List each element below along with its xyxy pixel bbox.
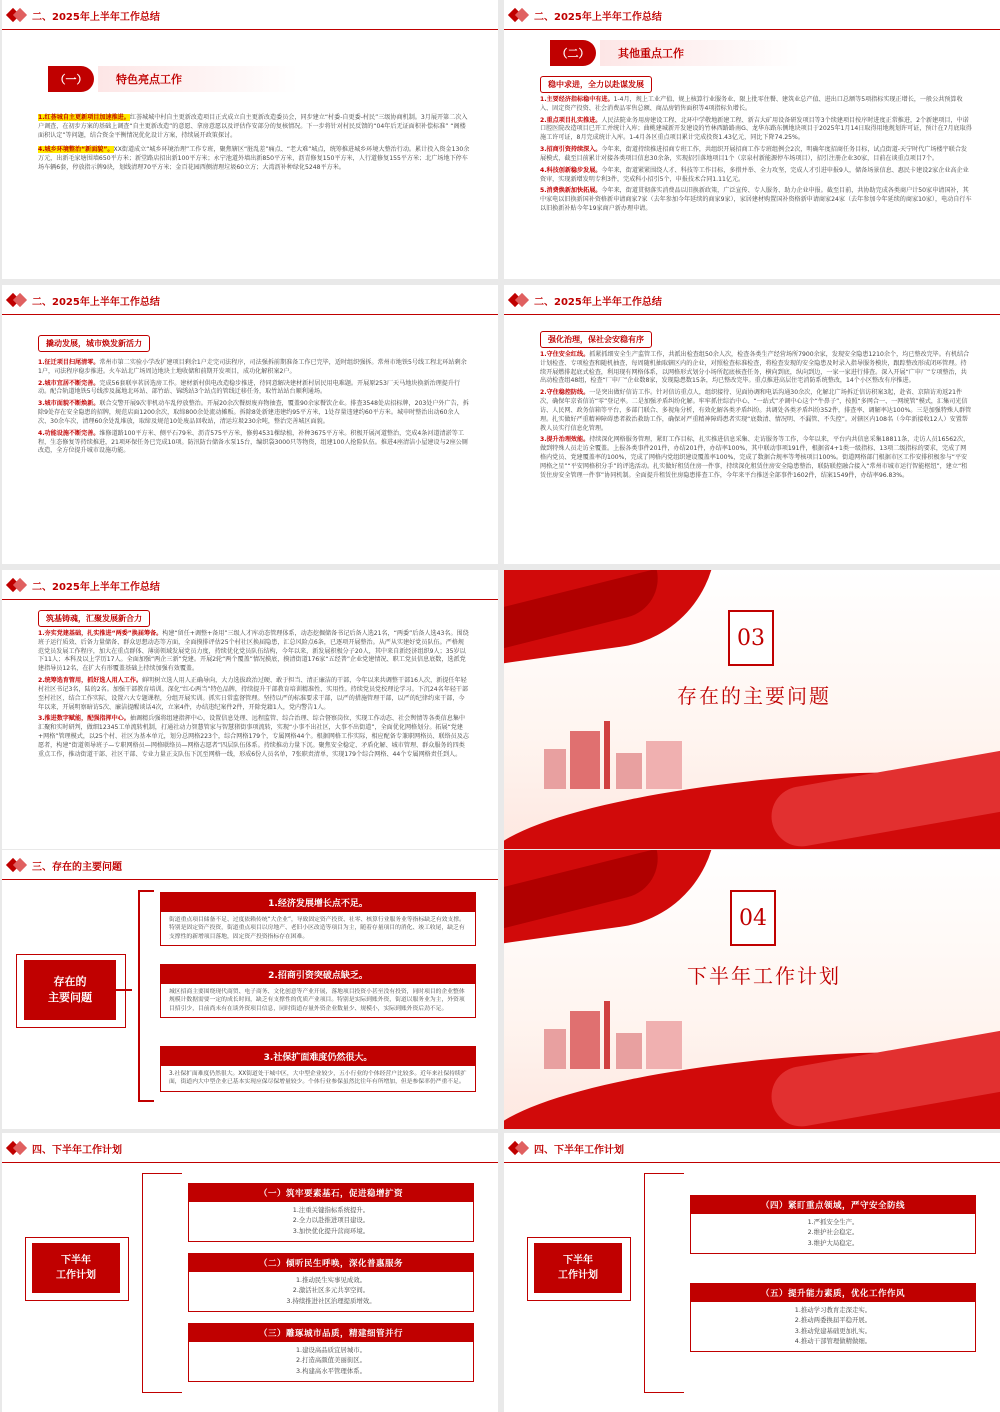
paragraph-key: 4.科技创新稳步发展。 — [540, 166, 602, 174]
plan-card-title: （一）筑牢要素基石，促进稳增扩资 — [189, 1184, 473, 1202]
plan-line: 3.推动党建基础更加扎实。 — [794, 1326, 872, 1335]
paragraph-text: 联合交警开展9次菲机动车乱停放整治。开展20余次餐厨废弃物抽查，覆盖90余家餐饮企业。排查3548处店招标牌，203处户外广告，拆除9处存在安全隐患的招牌，规范店面1200余次，取缔800余处流动摊贩。拆除8处新建违建约95平方米，1处存量违建约60平方米。城申时整治出动60余人次、30余车次，清理60余处乱堆放，取缔及规范10处废品回收站，清运垃圾230余吨，整治完善城区面貌。 — [38, 400, 469, 425]
slide-body — [38, 630, 470, 763]
section-label: 特色亮点工作 — [98, 66, 298, 92]
slide-header — [504, 1133, 1000, 1163]
problem-card-title: 3.社保扩面难度仍然很大。 — [161, 1047, 475, 1066]
topic-tag: 筑基铸魂，汇聚发展新合力 — [38, 610, 150, 627]
paragraph-key: 3.城市面貌不断焕新。 — [38, 400, 100, 408]
paragraph — [540, 187, 972, 213]
paragraph-text: 抓紧抓细安全生产监管工作，共派出检查组50余人次，检查各类生产经营场所7900余家，发现安全隐患1210余个，均已整改完毕。有机结合计划检查、专项检查和随机抽查，每周随机抽取辖区内的企业，对照检查标准检查，将检查发现的安全隐患及时录入指导服务模块，跟踪整改形成闭环管理。持续开展燃排起底式检查，利用现有网格体系，以网格形式划分小场所起底核查任务，横向到底，纵向到边，一家一家进行排查。深入开展“广申厂”专项整治，共出动检查组48组，检查“厂申厂”企业数8家，发现隐患数15条，均已整改完毕。重点推进高层住宅消防系统整改，14个小区整改有序推进。 — [540, 351, 970, 385]
paragraph-text: 完成56套联享茗居选房工作。建材新村供电改造稳步推进，待同意解决建材新村居民用电难题。开展原253厂天马地块换新治理提升行动。配合轨道地铁5号线涉及属地北环站、部竹站、锦绣站3个站点的管线迁移任务，取竹站站台顺利通场。 — [38, 379, 461, 396]
plan-card-body — [189, 1342, 473, 1381]
paragraph-text: 一是突出做好信访工作。针对信访重点人，组织接待、见面协调和电话沟通30余次，化解北广场拆迁信访积案3起，赴省、京陪访劝返21件次，确保年京省信访“零”登记率。二是加强矛盾纠纷化解。牢牢抓住综治中心、“一站式”矛调中心这个“牛鼻子”，按照“多网合一、一网统管”模式，汇集司光信访、人民网、政务信箱等平台，多部门联合、多视角分析，有效化解各类矛盾纠纷。共调处各类矛盾纠纷352件，排查率、调解率达100%。三是加强特殊人群管理。扎实做好严重精神障碍患者救治救助工作，确保对严重精神障碍患者实现“底数清、情况明、不漏管、不失控”。对辖区内108名（今年新接收12人）安置帮教人员实行信息化管理。 — [540, 389, 972, 432]
plan-line: 1.严抓安全生产。 — [807, 1218, 859, 1226]
slide-header — [2, 285, 498, 315]
paragraph — [38, 380, 470, 398]
center-label — [32, 1243, 120, 1293]
header-title: 四、下半年工作计划 — [534, 1145, 624, 1156]
paragraph-key: 3.提升治理效能。 — [540, 436, 590, 444]
problem-card-text: 3.社保扩面难度仍然很大。XX街道处于城中区，大中型企业较少，五小行业的个体经营户比较多。近年来社保持续扩面，街道内大中型企业已基本实现应保尽保增量较少。个体行业参保虽然比往年有所增加，但是参保率仍严重不足。 — [169, 1071, 467, 1086]
chapter-number: 04 — [730, 890, 776, 946]
paragraph-key: 3.招商引资持续深入。 — [540, 146, 602, 154]
paragraph-key: 4.功能设施不断完善。 — [38, 429, 100, 437]
section-number: （一） — [48, 66, 94, 92]
paragraph — [38, 400, 470, 426]
plan-line: 2.打造高颜值美丽街区。 — [295, 1356, 366, 1365]
header-title: 二、2025年上半年工作总结 — [32, 297, 160, 308]
problem-card — [160, 892, 476, 946]
topic-tag: 撬动发展，城市焕发新活力 — [38, 335, 150, 352]
plan-line: 2.维护社会稳定。 — [807, 1228, 859, 1237]
paragraph-text: XX街道成立“城乡环境治理”工作专班，聚焦辖区“脏乱差”痛点、“老大难”城点，统筹推进城乡环境大整治行动。累计投入资金130余万元，出新毛家塘围墙650平方米；新堂路店招出新100平方米；永宁池道外墙出新850平方米，沥青修复150平方米，人行道修复155平方米；北广场地下停车场车辆6套，停放指示牌9块，划线清理70平方米；金百花园西侧清理垃圾60立方；大湾沥补种绿化5248平方米。 — [38, 146, 470, 172]
connector-line — [116, 989, 132, 991]
center-label — [534, 1243, 622, 1293]
paragraph — [540, 117, 972, 143]
header-diamond-icon — [510, 7, 528, 23]
paragraph-text: 鲜明树立选人用人正确导向，大力选拔政治过硬、敢于担当、清正廉洁的干部，今年以来共调整干部16人次，新提任年轻村社区书记3名，陆的2名。加强干部教育培训。深化“红心两当”特色品牌，持续提升干部教育培训精准性、实用性。持续党员党校理论学习。下沉24名年轻干部至村社区，结合工作实际，设置六大专题课程，分组开展实训。抓实日常监督管理。坚持以严的标准要求干部，以严的措施管理干部，以严的纪律约束干部，今年以来，开展明察暗访5次、廉洁提醒谈话4次，立案4件，办结违纪案件2件，开除党籍1人，党内警告1人。 — [38, 677, 469, 711]
center-label-line: 下半年 — [563, 1255, 593, 1266]
paragraph-key: 2.重点项目扎实推进。 — [540, 116, 602, 124]
paragraph-text: 今年来，街道紧紧围绕人才、科技等工作目标，多措并举、全力攻坚，完成人才引进申报9人，储备场景信息、惠民卡建设2家企业高企业资审，实现新增发明专利3件，完成科小招引5个，申报技术合同1.11亿元。 — [540, 166, 969, 183]
plan-line: 2.推动两委换届平稳开展。 — [794, 1316, 872, 1325]
header-diamond-icon — [8, 7, 26, 23]
paragraph — [38, 715, 470, 759]
plan-line: 3.维护大局稳定。 — [807, 1238, 859, 1247]
paragraph-text: 1-4月，规上工业产值、规上核算行业服务业、限上批零住餐、建筑业总产值、进出口总额等5项指标实现正增长，一般公共预算收入、固定资产投资、社会消费品零售总额、商品房销售面积等4项指标负增长。 — [540, 96, 963, 112]
plan-line: 1.注重关键指标系统提升。 — [292, 1206, 370, 1214]
header-diamond-icon — [510, 292, 528, 308]
topic-tag: 强化治理，保社会安稳有序 — [540, 331, 652, 348]
section-heading — [48, 66, 298, 92]
paragraph — [540, 389, 972, 433]
paragraph-key: 2.统筹选育管用，抓好选人用人工作。 — [38, 677, 143, 685]
problem-card-title: 1.经济发展增长点不足。 — [161, 893, 475, 912]
slide-body — [540, 351, 972, 484]
plan-card — [188, 1253, 474, 1312]
topic-tag: 稳中求进，全力以赴谋发展 — [540, 76, 652, 93]
slide-party-building — [2, 570, 498, 849]
plan-card — [690, 1195, 976, 1254]
paragraph-text: 构建“留任+调整+备用”三级人才库动态管理体系，动态挖掘储备书记后备人选21名，“两委”后备人选43名。围绕班子运行质效、后备力量储备、群众思想动态等方面，全面摸排评估25个村社区换届隐患，汇总风险点6条，已逐项开展整治。从严从实建好党员队伍。严格规范党员发展工作程序，加大在重点群体、薄弱领域发展党员力度，持续优化党员队伍结构，今年以来，新发展积极分子20人，其中来自新经济组织9人；35岁以下11人；本科及以上学历17人。全面加强“两企三新”党建。开展2轮“两个覆盖”情况摸底，摸清街道176家“五经普”企业党建情况、职工党员信息底数，选派党建指导员12名，在扩大有形覆盖基础上持续加强有效覆盖。 — [38, 630, 469, 673]
problem-card-title: 2.招商引资突破点缺乏。 — [161, 965, 475, 984]
slide-header — [504, 285, 1000, 315]
paragraph-key: 1.征迁项目扫尾清零。 — [38, 359, 100, 366]
bracket-line — [142, 1173, 182, 1393]
problem-card-text: 城区招商主要围绕现代商贸、电子商务、文化创意等产业开展，落地项目投资小甚至没有投资，同时项目的企业整体规模计数据需要一定的成长时间，缺乏有支撑性的优质产业项目。特别是实际到账外资，街道以服务业为主，外资项目招引少，目前尚未有在谈外资项目信息，同时街道存量外资企业数量少、规模小，实际到账外资后劲不足。 — [169, 989, 465, 1012]
header-diamond-icon — [8, 857, 26, 873]
paragraph-key: 1.夯实党建基础，扎实推进“两委”换届筹备。 — [38, 630, 163, 637]
paragraph-key: 1.红荟城自主更新项目加速推进。 — [38, 114, 130, 121]
paragraph-key: 4.城乡环境整治“新面貌”。 — [38, 146, 114, 154]
plan-line: 2.全力以赴推进项目建设。 — [292, 1216, 370, 1225]
slide-plan-part1 — [2, 1133, 498, 1412]
header-title: 二、2025年上半年工作总结 — [534, 12, 662, 23]
center-label-line: 主要问题 — [48, 991, 92, 1004]
skyline-illustration — [534, 719, 704, 789]
header-diamond-icon — [510, 1140, 528, 1156]
paragraph — [38, 430, 470, 456]
center-label — [24, 960, 116, 1020]
section-number: （二） — [550, 40, 596, 66]
header-title: 四、下半年工作计划 — [32, 1145, 122, 1156]
center-label-line: 下半年 — [61, 1255, 91, 1266]
plan-line: 2.激活社区多元共享空间。 — [292, 1286, 370, 1295]
plan-card — [690, 1283, 976, 1352]
paragraph-text: 维修道路100平方米、侧平石79米、沥青575平方米，修剪4531棵绿植，补种3675平方米。积极开展河道整治，完成4条河道清淤等工程，生态修复等持续推进，21项环保任务已完成10项。防汛防台储备水泵15台，编织袋3000只等物资，组建100人抢险队伍。推进4座清洁小屋建设与2座公厕改造，全方位提升城市设施功能。 — [38, 429, 468, 455]
plan-card — [188, 1323, 474, 1382]
plan-card — [188, 1183, 474, 1242]
problem-card-text: 街道重点项目储备不足、过度依赖传统“大企业”，导致固定资产投资、社零、核算行业服务业等指标缺乏有效支撑。特别是固定资产投资，街道重点项目以房地产、老旧小区改造等项目为主，随着存量项目的消化、竣工收尾，缺乏有支撑性的新增项目落地，固定资产投资指标存在困难。 — [169, 917, 465, 940]
slide-plan-part2 — [504, 1133, 1000, 1412]
plan-line: 1.建设高品质宜居城市。 — [295, 1346, 366, 1354]
paragraph — [38, 114, 470, 140]
header-diamond-icon — [8, 1140, 26, 1156]
chapter-title: 存在的主要问题 — [677, 684, 831, 708]
plan-line: 1.推动学习教育走深走实。 — [794, 1306, 872, 1314]
paragraph — [38, 146, 470, 172]
chapter-number: 03 — [728, 610, 774, 666]
plan-line: 3.持续推进社区治理提质增效。 — [286, 1296, 376, 1305]
slide-body — [38, 114, 470, 176]
slide-cover-plan — [504, 850, 1000, 1129]
slide-header — [504, 0, 1000, 30]
paragraph-text: 抽调精兵强将组建指挥中心，设置信息处理、远程监管、综合治理、综合督察岗位，实现工作动态、社会舆情等各类信息集中汇聚和实时研判，做细12345工单流转机制，打通社动力智慧管家与智慧猪街事项流转，实现“小事不出社区，大事不出街道”，全面优化网格划分。拓展“党建+网格”管理模式，以25个村、社区为基本单元，划分总网格223个，综合网格179个，专属网格44个。根据网格工作实际，相应配备专兼职网格员、联络员及志愿者，构建“街道领导班子—专职网格员—网格联络员—网格志愿者”四层队伍体系。持续推动力量下沉。聚焦安全稳定、矛盾化解、城市管理、群众服务的四类重点工作，推动街道干部、社区干部、专业力量正支队伍下沉至网格一线，形成6份人员名单，7张职责清单，实现179个综合网格、44个专属网格责任到人。 — [38, 715, 469, 758]
header-title: 二、2025年上半年工作总结 — [32, 12, 160, 23]
slide-header — [2, 850, 498, 880]
slide-main-problems — [2, 850, 498, 1129]
plan-card-title: （二）倾听民生呼唤，深化普惠服务 — [189, 1254, 473, 1272]
slide-header — [2, 0, 498, 30]
slide-urban-development — [2, 285, 498, 564]
plan-line: 4.推动干部管理做精做细。 — [794, 1336, 872, 1345]
bracket-line — [644, 1173, 684, 1393]
paragraph-key: 2.守住稳控防线。 — [540, 389, 590, 397]
header-title: 三、存在的主要问题 — [32, 862, 122, 873]
paragraph — [38, 359, 470, 377]
paragraph-text: 红荟城城中村自主更新改造项目正式成立自主更新改造委员会，同步建立“村委-自更委-村民”三级协商机制。3月展开第二次入户调查，在初步方案的基础上调查“自主更新改造”的意愿、拿房意愿以及评估作安部分的复核情况。下一步将针对村民反馈的“04年后无证面积补偿标准” “阁楼面积认定”等问题，结合资金平衡情况优化设计方案，持续展开政策探讨。 — [38, 114, 468, 139]
paragraph — [38, 630, 470, 674]
plan-line: 3.构建高水平管理体系。 — [295, 1366, 366, 1375]
plan-line: 3.加快优化提升营商环境。 — [292, 1226, 370, 1235]
slide-summary-highlights — [2, 0, 498, 279]
center-label-line: 工作计划 — [56, 1270, 96, 1281]
slide-governance — [504, 285, 1000, 564]
center-label-line: 存在的 — [53, 974, 87, 988]
header-diamond-icon — [8, 577, 26, 593]
plan-card-body — [691, 1302, 975, 1351]
header-title: 二、2025年上半年工作总结 — [534, 297, 662, 308]
slide-header — [2, 1133, 498, 1163]
paragraph — [38, 677, 470, 712]
paragraph — [540, 146, 972, 164]
bracket-line — [138, 890, 154, 1102]
paragraph — [540, 96, 972, 114]
paragraph-text: 常州市第二实验小学改扩建项目剩余1户走完司法程序，司法强拆前期准备工作已完毕，适时组织强拆。常州市地铁5号线工程北环站剩余1户，司法程序稳步推进。火车站北广场周边地块土地收储和前期开发项目，成功化解积案2户。 — [38, 359, 467, 375]
slide-other-key-work — [504, 0, 1000, 279]
slide-body — [38, 359, 470, 459]
plan-card-body — [189, 1202, 473, 1241]
chapter-title: 下半年工作计划 — [687, 964, 841, 988]
center-label-line: 工作计划 — [558, 1270, 598, 1281]
paragraph-key: 2.城市宜居不断完善。 — [38, 379, 100, 387]
paragraph — [540, 436, 972, 480]
header-title: 二、2025年上半年工作总结 — [32, 582, 160, 593]
plan-line: 1.推动民生实事见成效。 — [295, 1276, 366, 1284]
paragraph — [540, 351, 972, 386]
paragraph-text: 今年来，街道持续推进招商专班工作，共组织开展招商工作专班组例会2次，明确年度招商任务目标，试点街道-天宁时代广场楼宇联合发展模式，截至目前累计对接各类项目信息30余条，实现招引落地项目1个（京泉村新能源停车场项目），招引注册企业30家，目前在谈重点项目7个。 — [540, 146, 968, 162]
slide-body — [540, 96, 972, 217]
section-label: 其他重点工作 — [600, 40, 800, 66]
plan-card-title: （四）紧盯重点领域，严守安全防线 — [691, 1196, 975, 1214]
section-heading — [550, 40, 800, 66]
header-diamond-icon — [8, 292, 26, 308]
paragraph-text: 人民法院业务用房建设工程、北环中学敬地新建工程、新吉大矿用设备研发项目等3个续建项目按序时进度正常推进，2个新建项目，中诺口腔医院改造项目已开工并统计入库；曲桃建城新开发建设的竹林西路路南G、龙华东路东侧地块项目于2025年1月14日取得用地规划许可证，预计在7月底取得施工许可证，8月完成统计入库。1-4月各区重点项目累计完成投资1.43亿元，同比下降74.25%。 — [540, 116, 972, 142]
problem-card — [160, 1046, 476, 1092]
skyline-illustration — [534, 999, 704, 1069]
paragraph-key: 1.守住安全红线。 — [540, 351, 590, 358]
paragraph-key: 3.推进数字赋能，配强指挥中心。 — [38, 715, 130, 723]
slide-cover-problems — [504, 570, 1000, 849]
paragraph-key: 1.主要经济指标稳中有进。 — [540, 96, 614, 103]
slide-header — [2, 570, 498, 600]
plan-card-title: （五）提升能力素质，优化工作作风 — [691, 1284, 975, 1302]
paragraph-key: 5.消费焕新加快拓展。 — [540, 187, 602, 195]
plan-card-body — [691, 1214, 975, 1253]
plan-card-body — [189, 1272, 473, 1311]
paragraph — [540, 167, 972, 185]
problem-card — [160, 964, 476, 1018]
paragraph-text: 持续深化网格服务管理，紧盯工作目标，扎实推进信息采集、走访服务等工作，今年以来，平台内共信息采集18811条，走访人员16562次，做到特殊人员走访全覆盖。上报各类事件201件，办结201件，办结率100%，其中联动事项191件，根据省4+1类一级指标、13项二级指标的要求，完成了网格内党员、党建覆盖率的100%，完成了网格内党组织建设覆盖率100%，完成了数据合规率等考核项目100%。街道网格部门根据市区工作安排积极参与“平安网格之星”“平安网格积分手”的评选活动。扎实做好租赁住房一件事，持续深化租赁住房安全隐患整治，联防联控融合接入“常州市城市运行智能枢纽”，建立“租赁住房安全管理一件事”协同机制。全面提升租赁住房隐患排查工作，今年来平台推送全部事件1602件，结案1549件，办结率96.83%。 — [540, 436, 970, 479]
plan-card-title: （三）雕琢城市品质，精建细管并行 — [189, 1324, 473, 1342]
paragraph-text: 今年来，街道贯彻落实消费品以旧换新政策，广泛宣传、专人服务、助力企业申报。截至目前，共协助完成各类商户计50家申请国补，其中家电以旧换新国补资格新申请商家7家（去年参加今年延续的商家9家），家居建材购置国补资格新申请商家24家（去年参加今年延续的商家10家），电动自行车以旧换新补贴今年19家商户新办理申请。 — [540, 187, 972, 213]
